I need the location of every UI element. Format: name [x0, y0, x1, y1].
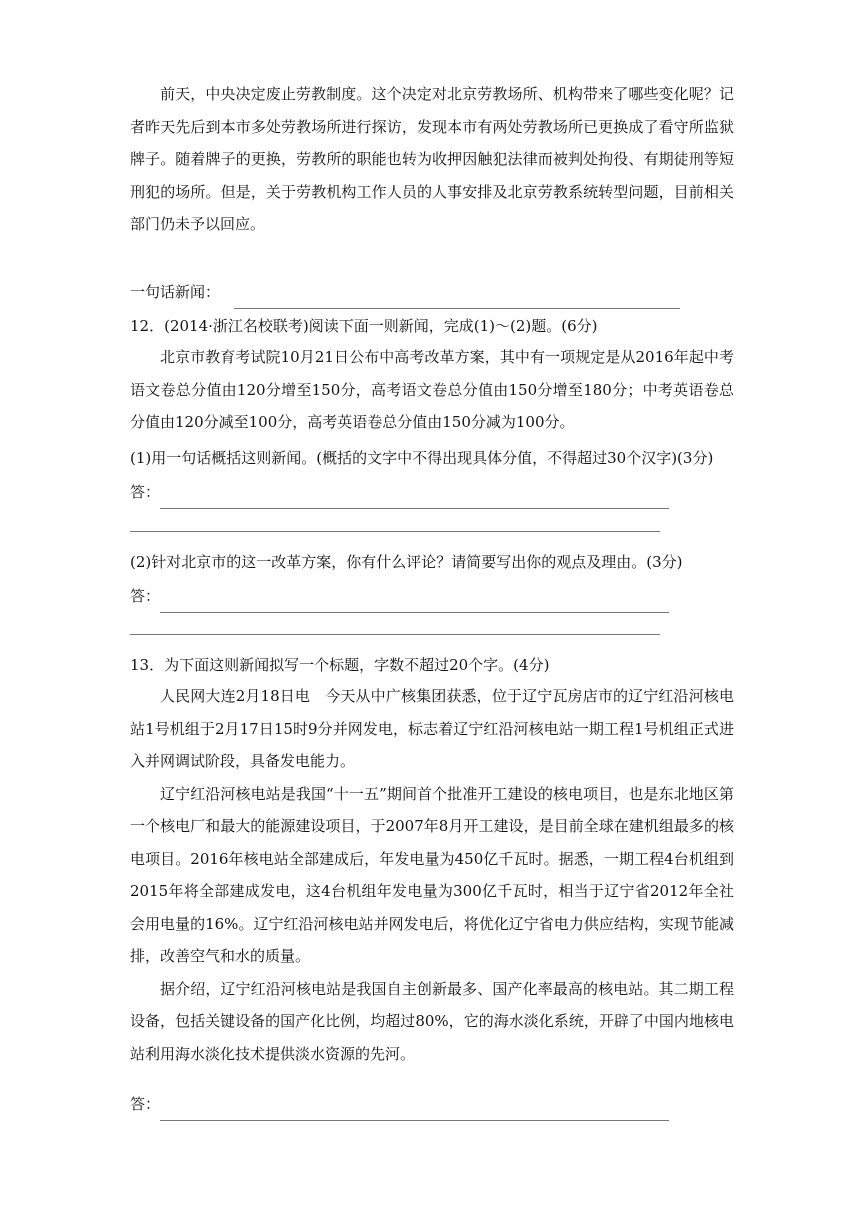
q12-news-text: 北京市教育考试院10月21日公布中高考改革方案，其中有一项规定是从2016年起中考语文卷总分值由120分增至150分，高考语文卷总分值由150分增至180分；中考英语卷总分值由120分减至100分，高考英语卷总分值由150分减为100分。 — [130, 348, 734, 431]
q12-sub1-answer-blank-1[interactable] — [160, 476, 669, 509]
q13-title: 13．为下面这则新闻拟写一个标题，字数不超过20个字。(4分) — [130, 656, 550, 674]
q12-sub2-answer-label: 答： — [130, 587, 161, 605]
q11-answer-blank[interactable] — [234, 276, 680, 309]
q13-answer-label: 答： — [130, 1095, 161, 1113]
q12-sub1 — [130, 442, 734, 474]
q12-sub2 — [130, 546, 734, 578]
q12-sub1-answer-label: 答： — [130, 483, 161, 501]
q12-question — [130, 310, 734, 342]
q13-paragraph: 人民网大连2月18日电 今天从中广核集团获悉，位于辽宁瓦房店市的辽宁红沿河核电站1号机组于2月17日15时9分并网发电，标志着辽宁红沿河核电站一期工程1号机组正式进入并网调试阶段，具备发电能力。 — [130, 687, 734, 770]
q13-news-passage — [130, 680, 734, 1070]
q12-news-passage — [130, 341, 734, 439]
q12-title: 12．(2014·浙江名校联考)阅读下面一则新闻，完成(1)～(2)题。(6分) — [130, 317, 598, 335]
q11-news-text: 前天，中央决定废止劳教制度。这个决定对北京劳教场所、机构带来了哪些变化呢？记者昨天先后到本市多处劳教场所进行探访，发现本市有两处劳教场所已更换成了看守所监狱牌子。随着牌子的更换，劳教所的职能也转为收押因触犯法律而被判处拘役、有期徒刑等短刑犯的场所。但是，关于劳教机构工作人员的人事安排及北京劳教系统转型问题，目前相关部门仍未予以回应。 — [130, 85, 734, 233]
q12-sub1-text: (1)用一句话概括这则新闻。(概括的文字中不得出现具体分值，不得超过30个汉字)(3分) — [130, 449, 714, 467]
q13-paragraph: 辽宁红沿河核电站是我国“十一五”期间首个批准开工建设的核电项目，也是东北地区第一个核电厂和最大的能源建设项目，于2007年8月开工建设，是目前全球在建机组最多的核电项目。2016年核电站全部建成后，年发电量为450亿千瓦时。据悉，一期工程4台机组到2015年将全部建成发电，这4台机组年发电量为300亿千瓦时，相当于辽宁省2012年全社会用电量的16%。辽宁红沿河核电站并网发电后，将优化辽宁省电力供应结构，实现节能减排，改善空气和水的质量。 — [130, 784, 734, 965]
q12-sub2-text: (2)针对北京市的这一改革方案，你有什么评论？请简要写出你的观点及理由。(3分) — [130, 553, 683, 571]
q12-sub2-answer-blank-2[interactable] — [130, 634, 660, 635]
q13-paragraph: 据介绍，辽宁红沿河核电站是我国自主创新最多、国产化率最高的核电站。其二期工程设备，包括关键设备的国产化比例，均超过80%，它的海水淡化系统，开辟了中国内地核电站利用海水淡化技术提供淡水资源的先河。 — [130, 979, 734, 1063]
q13-answer-blank[interactable] — [160, 1088, 669, 1121]
q13-answer-row — [130, 1088, 734, 1121]
q12-sub1-answer-row — [130, 476, 734, 509]
q11-answer-row — [130, 276, 734, 309]
q13-question — [130, 649, 734, 681]
q11-news-passage — [130, 78, 734, 241]
q12-sub2-answer-row — [130, 580, 734, 613]
q12-sub1-answer-blank-2[interactable] — [130, 531, 660, 532]
q11-answer-label: 一句话新闻： — [130, 283, 221, 301]
q12-sub2-answer-blank-1[interactable] — [160, 580, 669, 613]
